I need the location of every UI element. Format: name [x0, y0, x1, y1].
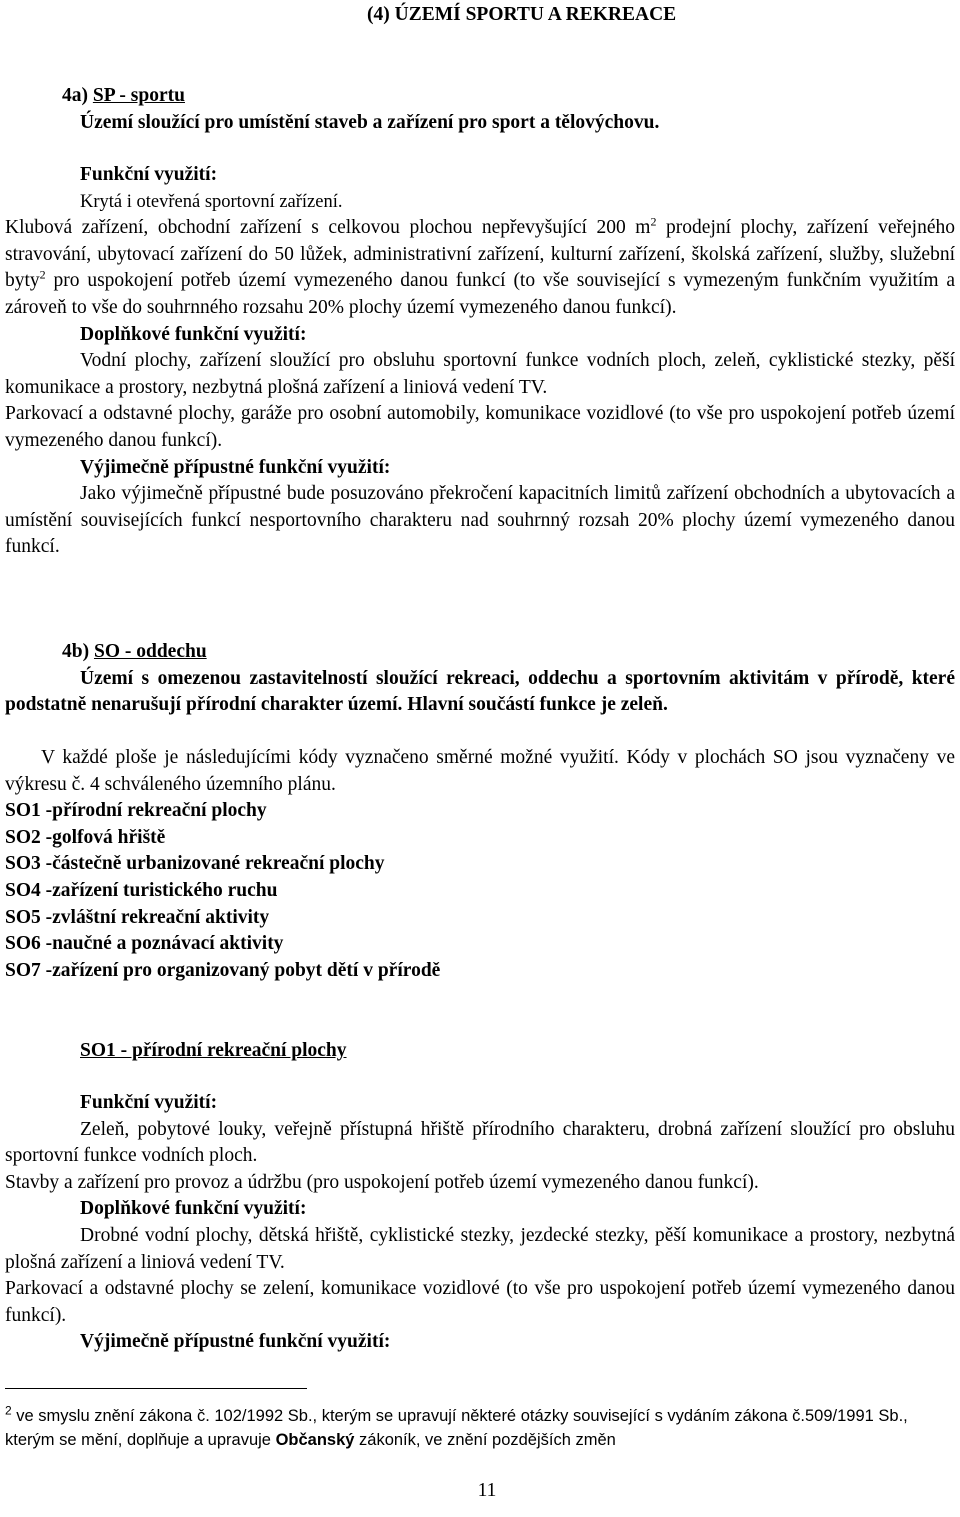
- page-number-block: [5, 1478, 955, 1505]
- codes-intro: V každé ploše je následujícími kódy vyznačeno směrné možné využití. Kódy v plochách SO jsou vyznačeny ve výkresu č. 4 schváleného územního plánu.: [5, 747, 955, 795]
- section-4a-func-paragraph: [5, 215, 955, 321]
- section-4a-compl-p2: Parkovací a odstavné plochy, garáže pro osobní automobily, komunikace vozidlové (to vše pro uspokojení potřeb území vymezeného danou funkcí).: [5, 403, 955, 451]
- section-4a-exc-p1: Jako výjimečně přípustné bude posuzováno překročení kapacitních limitů zařízení obchodních a ubytovacích a umístění souvisejících funkcí nesportovního charakteru nad souhrnný rozsah 20% plochy území vymezeného danou funkcí.: [5, 483, 955, 558]
- so1-exc-label: Výjimečně přípustné funkční využití:: [80, 1331, 391, 1353]
- section-4b-description: Území s omezenou zastavitelností sloužící rekreaci, oddechu a sportovním aktivitám v přírodě, které podstatně nenarušují přírodní charakter území. Hlavní součástí funkce je zeleň.: [5, 667, 955, 716]
- footnote-reference: 2: [39, 267, 46, 282]
- section-4b-number: 4b): [62, 641, 94, 662]
- section-4a-heading: [5, 83, 955, 110]
- footnote-text-b: zákoník, ve znění pozdějších změn: [354, 1431, 616, 1449]
- so1-compl-p2: Parkovací a odstavné plochy se zelení, komunikace vozidlové (to vše pro uspokojení potřeb území vymezeného danou funkcí).: [5, 1278, 955, 1326]
- so1-func-p1: Zeleň, pobytové louky, veřejně přístupná hřiště přírodního charakteru, drobná zařízení sloužící pro obsluhu sportovní funkce vodních ploch.: [5, 1118, 955, 1167]
- so1-func-p2: Stavby a zařízení pro provoz a údržbu (pro uspokojení potřeb území vymezeného danou funkcí).: [5, 1171, 759, 1193]
- section-4b-heading: [5, 639, 955, 666]
- code-item-so4: SO4 -zařízení turistického ruchu: [5, 879, 278, 901]
- page-number: 11: [477, 1480, 497, 1501]
- so1-compl-p1: Drobné vodní plochy, dětská hřiště, cyklistické stezky, jezdecké stezky, pěší komunikace a prostory, nezbytná plošná zařízení a liniová vedení TV.: [5, 1224, 955, 1273]
- section-4b-code: SO - oddechu: [93, 641, 207, 662]
- section-title-block: [5, 2, 955, 29]
- section-so1-body: [5, 1090, 955, 1356]
- func-text-a: Klubová zařízení, obchodní zařízení s celkovou plochou nepřevyšující 200 m: [5, 217, 651, 239]
- section-so1: [5, 1038, 955, 1065]
- section-4a-func-label: Funkční využití:: [80, 164, 218, 185]
- code-item-so7: SO7 -zařízení pro organizovaný pobyt dětí v přírodě: [5, 959, 441, 981]
- code-item-so6: SO6 -naučné a poznávací aktivity: [5, 933, 284, 955]
- footnote-text-a: ve smyslu znění zákona č. 102/1992 Sb., kterým se upravují některé otázky související s vydáním zákona č.509/1991 Sb., kterým se mění, doplňuje a upravuje: [5, 1407, 908, 1449]
- section-4a-compl-label: Doplňkové funkční využití:: [80, 323, 307, 345]
- section-4a-exc-label: Výjimečně přípustné funkční využití:: [80, 456, 391, 478]
- so1-compl-label: Doplňkové funkční využití:: [80, 1198, 307, 1220]
- section-4a: [5, 83, 955, 136]
- footnote-separator: [5, 1388, 307, 1389]
- code-item-so3: SO3 -částečně urbanizované rekreační plochy: [5, 853, 385, 875]
- func-text-c: pro uspokojení potřeb území vymezeného danou funkcí (to vše související s vymezeným funkčním využitím a zároveň to vše do souhrnného rozsahu 20% plochy území vymezeného danou funkcí).: [5, 270, 955, 318]
- superscript-m2: 2: [650, 214, 657, 229]
- section-4a-func-line1: Krytá i otevřená sportovní zařízení.: [80, 191, 343, 212]
- code-item-so1: SO1 -přírodní rekreační plochy: [5, 800, 267, 822]
- code-item-so5: SO5 -zvláštní rekreační aktivity: [5, 906, 270, 928]
- section-4a-compl-p1: Vodní plochy, zařízení sloužící pro obsluhu sportovní funkce vodních ploch, zeleň, cyklistické stezky, pěší komunikace a prostory, nezbytná plošná zařízení a liniová vedení TV.: [5, 350, 955, 398]
- footnote-text-bold: Občanský: [275, 1431, 355, 1449]
- section-4a-code: SP - sportu: [92, 85, 185, 106]
- footnote: [5, 1404, 955, 1452]
- section-4a-description: Území sloužící pro umístění staveb a zařízení pro sport a tělovýchovu.: [80, 111, 660, 133]
- section-4a-functional: [5, 162, 955, 561]
- footnote-mark: 2: [5, 1403, 12, 1418]
- section-title: (4) ÚZEMÍ SPORTU A REKREACE: [367, 4, 677, 25]
- so1-heading: SO1 - přírodní rekreační plochy: [80, 1040, 347, 1061]
- section-4a-number: 4a): [62, 85, 93, 106]
- code-item-so2: SO2 -golfová hřiště: [5, 826, 166, 848]
- func-text-b: prodejní plochy, zařízení veřejného stravování, ubytovací zařízení do 50 lůžek, administrativní zařízení, kulturní zařízení, školská zařízení, služby, služební byty: [5, 217, 955, 292]
- so1-func-label: Funkční využití:: [80, 1092, 218, 1113]
- section-4b: [5, 639, 955, 719]
- section-4b-codes: [5, 745, 955, 984]
- footnote-text: [5, 1404, 955, 1452]
